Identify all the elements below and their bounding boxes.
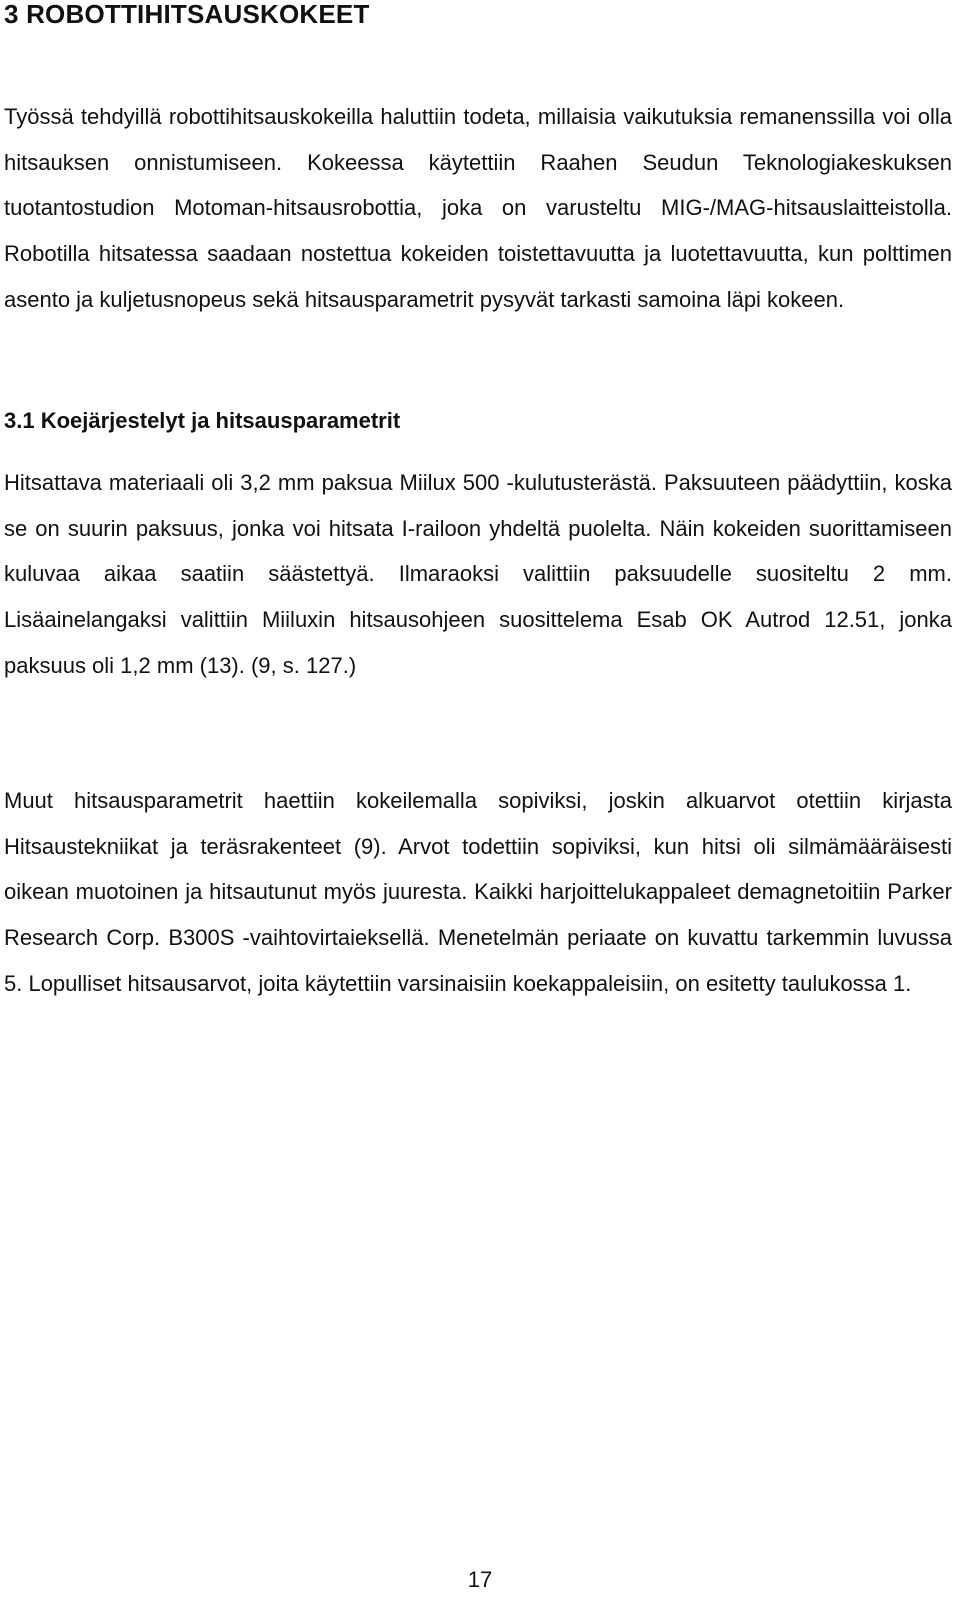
parameters-paragraph: Muut hitsausparametrit haettiin kokeilemalla sopiviksi, joskin alkuarvot otettiin kirjasta Hitsaustekniikat ja teräsrakenteet (9). Arvot todettiin sopiviksi, kun hitsi oli silmämääräisesti oikean muotoinen ja hitsautunut myös juuresta. Kaikki harjoittelukappaleet demagnetoitiin Parker Research Corp. B300S -vaihtovirtaieksellä. Menetelmän periaate on kuvattu tarkemmin luvussa 5. Lopulliset hitsausarvot, joita käytettiin varsinaisiin koekappaleisiin, on esitetty taulukossa 1. [4, 788, 952, 996]
intro-paragraph: Työssä tehdyillä robottihitsauskokeilla haluttiin todeta, millaisia vaikutuksia remanenssilla voi olla hitsauksen onnistumiseen. Kokeessa käytettiin Raahen Seudun Teknologiakeskuksen tuotantostudion Motoman-hitsausrobottia, joka on varusteltu MIG-/MAG-hitsauslaitteistolla. Robotilla hitsatessa saadaan nostettua kokeiden toistettavuutta ja luotettavuutta, kun polttimen asento ja kuljetusnopeus sekä hitsausparametrit pysyvät tarkasti samoina läpi kokeen. [4, 104, 952, 312]
page-number: 17 [467, 1567, 493, 1592]
chapter-heading: 3 ROBOTTIHITSAUSKOKEET [4, 0, 370, 29]
section-heading: 3.1 Koejärjestelyt ja hitsausparametrit [4, 408, 401, 433]
materials-paragraph: Hitsattava materiaali oli 3,2 mm paksua Miilux 500 -kulutusterästä. Paksuuteen päädyttiin, koska se on suurin paksuus, jonka voi hitsata I-railoon yhdeltä puolelta. Näin kokeiden suorittamiseen kuluvaa aikaa saatiin säästettyä. Ilmaraoksi valittiin paksuudelle suositeltu 2 mm. Lisäainelangaksi valittiin Miiluxin hitsausohjeen suosittelema Esab OK Autrod 12.51, jonka paksuus oli 1,2 mm (13). (9, s. 127.) [4, 470, 952, 678]
